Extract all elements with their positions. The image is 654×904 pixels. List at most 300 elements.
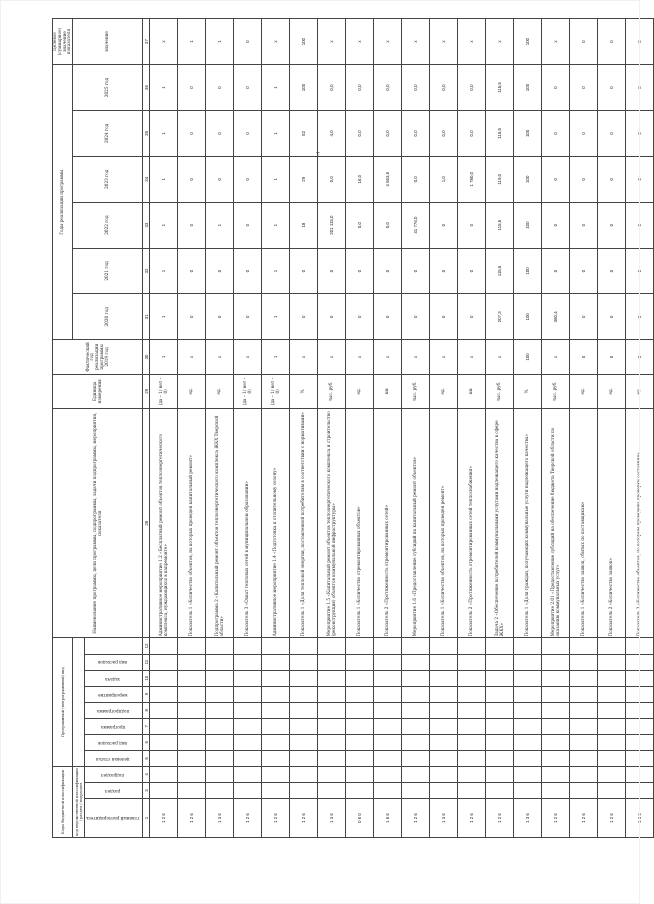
- code-cell: [458, 702, 486, 718]
- code-cell: [262, 782, 290, 798]
- row-unit: ед.: [346, 374, 374, 408]
- row-year-value: 201 115,0: [318, 202, 346, 248]
- row-year-value: 0: [206, 65, 234, 111]
- code-cell: [626, 782, 654, 798]
- row-fact: х: [430, 340, 458, 374]
- table-row: [290, 19, 318, 838]
- row-year-value: 0: [598, 65, 626, 111]
- row-year-value: 0: [318, 248, 346, 294]
- code-cell: [206, 654, 234, 670]
- code-cell: [486, 718, 514, 734]
- row-year-value: 1: [262, 65, 290, 111]
- code-cell: [430, 782, 458, 798]
- row-fact: х: [206, 340, 234, 374]
- row-fact: х: [318, 340, 346, 374]
- code-cell: [486, 766, 514, 782]
- row-year-value: 0: [402, 294, 430, 340]
- code-cell: [626, 638, 654, 654]
- row-fact: х: [542, 340, 570, 374]
- row-name: Мероприятие 2.01 «Предоставление субсидий на обеспечение бюджета Тверской области по оказанию коммунальных услуг»: [542, 409, 570, 638]
- code-cell: [570, 734, 598, 750]
- code-cell: [234, 718, 262, 734]
- row-name: Показатель 1 «Количество отремонтированных объектов»: [346, 409, 374, 638]
- code-cell: [626, 654, 654, 670]
- row-year-value: 0: [542, 65, 570, 111]
- code-cell: [178, 654, 206, 670]
- code-cell: [374, 686, 402, 702]
- row-fact: 0: [570, 340, 598, 374]
- column-number: 29: [143, 374, 150, 408]
- table-row: [234, 19, 262, 838]
- row-year-value: 0: [626, 294, 654, 340]
- code-cell: [150, 638, 178, 654]
- row-unit: тыс. руб.: [486, 374, 514, 408]
- code-cell: [178, 686, 206, 702]
- row-unit: км: [458, 374, 486, 408]
- row-final: х: [318, 19, 346, 65]
- row-year-value: 0,0: [346, 65, 374, 111]
- row-year-value: 0,0: [458, 110, 486, 156]
- column-number: 28: [143, 409, 150, 638]
- code-cell: [458, 782, 486, 798]
- code-cell: [402, 702, 430, 718]
- column-number: 37: [143, 19, 150, 65]
- row-year-value: 1: [206, 202, 234, 248]
- code-cell: [458, 766, 486, 782]
- code-cell: [542, 782, 570, 798]
- code-cell: [150, 654, 178, 670]
- row-fact: х: [346, 340, 374, 374]
- row-name: Мероприятие 1.6 «Предоставление субсидий на капитальный ремонт объектов»: [402, 409, 430, 638]
- row-year-value: 0: [542, 110, 570, 156]
- row-name: Показатель 1 «Количество заявок, сбитых по поставщикам»: [570, 409, 598, 638]
- code-cell: [318, 750, 346, 766]
- row-code: 1 3 6: [514, 799, 542, 838]
- code-cell: [262, 718, 290, 734]
- table-row: [626, 19, 654, 838]
- row-year-value: 1: [150, 294, 178, 340]
- column-number: 12: [143, 638, 150, 654]
- row-year-value: 0: [598, 294, 626, 340]
- row-name: Показатель 1 «Количество объектов, на которых проведен капитальный ремонт»: [178, 409, 206, 638]
- code-cell: [178, 782, 206, 798]
- code-cell: [206, 750, 234, 766]
- code-cell: [318, 638, 346, 654]
- code-cell: [262, 654, 290, 670]
- row-unit: (да – 1/ нет – 0): [234, 374, 262, 408]
- column-number: 31: [143, 294, 150, 340]
- row-fact: х: [178, 340, 206, 374]
- row-year-value: 0: [458, 294, 486, 340]
- code-cell: [514, 670, 542, 686]
- code-cell: [234, 654, 262, 670]
- table-row: [486, 19, 514, 838]
- code-cell: [374, 766, 402, 782]
- row-name: Подпрограмма 2 «Капитальный ремонт объектов теплоэнергетического комплекса ЖКХ Тверской области»: [206, 409, 234, 638]
- code-cell: [486, 702, 514, 718]
- code-cell: [318, 782, 346, 798]
- row-year-value: 0: [318, 294, 346, 340]
- row-final: х: [374, 19, 402, 65]
- code-cell: [150, 766, 178, 782]
- row-year-value: 0: [206, 156, 234, 202]
- column-number-row: [143, 19, 150, 838]
- row-year-value: 100: [514, 65, 542, 111]
- row-final: 1: [206, 19, 234, 65]
- row-name: Показатель 1 «Доля граждан, получающих коммунальные услуги надлежащего качества»: [514, 409, 542, 638]
- code-cell: [234, 734, 262, 750]
- code-cell: [486, 686, 514, 702]
- row-name: Административное мероприятие 1.4 «Подготовка к отопительному сезону»: [262, 409, 290, 638]
- row-fact: 0: [598, 340, 626, 374]
- row-year-value: 0: [626, 156, 654, 202]
- row-unit: ед.: [598, 374, 626, 408]
- row-year-value: 0: [598, 156, 626, 202]
- row-final: 0: [598, 19, 626, 65]
- year-header: 2025 год: [73, 65, 143, 111]
- row-year-value: 0: [178, 248, 206, 294]
- row-year-value: 0,0: [402, 65, 430, 111]
- code-sub-header: программа: [100, 724, 126, 730]
- row-unit: ед.: [430, 374, 458, 408]
- code-cell: [178, 766, 206, 782]
- row-final: х: [346, 19, 374, 65]
- row-year-value: 0: [374, 294, 402, 340]
- row-year-value: 0,0: [346, 110, 374, 156]
- table-row: [346, 19, 374, 838]
- row-year-value: 0: [178, 65, 206, 111]
- row-name: Показатель 2 «Количество заявок»: [598, 409, 626, 638]
- code-cell: [570, 702, 598, 718]
- row-year-value: 0: [234, 248, 262, 294]
- code-cell: [290, 686, 318, 702]
- row-year-value: 0: [402, 248, 430, 294]
- row-year-value: 1: [262, 156, 290, 202]
- row-code: 1 2 6: [486, 799, 514, 838]
- row-final: 0: [626, 19, 654, 65]
- table-row: [318, 19, 346, 838]
- code-sub-header: главный распорядитель: [86, 816, 140, 822]
- code-cell: [234, 702, 262, 718]
- row-code: 1 3 6: [206, 799, 234, 838]
- row-year-value: 115,5: [486, 110, 514, 156]
- table-body: [150, 19, 654, 838]
- row-code: 1 2 6: [570, 799, 598, 838]
- code-cell: [262, 734, 290, 750]
- row-fact: 100: [514, 340, 542, 374]
- column-number: 9: [143, 686, 150, 702]
- table-row: [598, 19, 626, 838]
- code-cell: [570, 670, 598, 686]
- row-fact: 1: [262, 340, 290, 374]
- row-year-value: 207,3: [486, 294, 514, 340]
- code-cell: [486, 638, 514, 654]
- code-cell: [542, 654, 570, 670]
- code-cell: [178, 638, 206, 654]
- row-year-value: 1: [150, 202, 178, 248]
- row-final: х: [402, 19, 430, 65]
- code-cell: [150, 782, 178, 798]
- row-year-value: 0: [570, 202, 598, 248]
- row-year-value: 0: [234, 110, 262, 156]
- year-header: 2021 год: [73, 248, 143, 294]
- row-year-value: 119,0: [486, 156, 514, 202]
- table-row: [178, 19, 206, 838]
- column-number: 4: [143, 766, 150, 782]
- code-cell: [178, 718, 206, 734]
- code-cell: [374, 718, 402, 734]
- row-name: Мероприятие 1.5 «Капитальный ремонт объектов теплоэнергетического комплекса и строительство (реконструкция) объектов коммунальной инфраструктуры»: [318, 409, 346, 638]
- code-cell: [542, 638, 570, 654]
- program-code-header: Программный (непрограммный) вид: [53, 638, 73, 766]
- code-cell: [626, 686, 654, 702]
- code-cell: [234, 782, 262, 798]
- code-cell: [318, 734, 346, 750]
- code-cell: [346, 638, 374, 654]
- row-name: Показатель 3 «Охват тепловых сетей в муниципальном образовании»: [234, 409, 262, 638]
- table-row: [374, 19, 402, 838]
- row-year-value: 0: [570, 110, 598, 156]
- row-year-value: 0: [458, 248, 486, 294]
- row-unit: (да – 1/ нет – 0): [262, 374, 290, 408]
- name-column-header: Наименование программы, цели программы, подпрограммы, задачи подпрограммы, мероприятия, показателя: [53, 409, 143, 638]
- row-unit: ед.: [570, 374, 598, 408]
- code-cell: [374, 734, 402, 750]
- code-cell: [514, 702, 542, 718]
- code-cell: [150, 702, 178, 718]
- code-cell: [346, 750, 374, 766]
- code-cell: [458, 750, 486, 766]
- row-name: Показатель 1 «Количество объектов, на которых проведен ремонт»: [430, 409, 458, 638]
- row-fact: х: [374, 340, 402, 374]
- code-cell: [598, 702, 626, 718]
- row-year-value: 115,5: [486, 248, 514, 294]
- row-code: 1 3 6: [318, 799, 346, 838]
- code-cell: [374, 702, 402, 718]
- code-cell: [542, 702, 570, 718]
- row-unit: ед.: [178, 374, 206, 408]
- code-cell: [514, 750, 542, 766]
- row-year-value: 0: [458, 202, 486, 248]
- code-cell: [402, 718, 430, 734]
- code-cell: [206, 686, 234, 702]
- row-code: 1 2 6: [262, 799, 290, 838]
- row-unit: ед.: [206, 374, 234, 408]
- row-code: 1 6 6: [374, 799, 402, 838]
- row-year-value: 0: [430, 294, 458, 340]
- row-unit: тыс. руб.: [402, 374, 430, 408]
- row-fact: х: [402, 340, 430, 374]
- row-year-value: 0: [234, 156, 262, 202]
- column-number: 7: [143, 718, 150, 734]
- code-sub-header: мероприятие: [98, 692, 128, 698]
- code-cell: [234, 686, 262, 702]
- column-number: 33: [143, 202, 150, 248]
- row-year-value: 0,0: [374, 110, 402, 156]
- code-cell: [290, 766, 318, 782]
- code-cell: [150, 686, 178, 702]
- code-cell: [262, 670, 290, 686]
- row-year-value: 4 663,5: [374, 156, 402, 202]
- code-cell: [486, 750, 514, 766]
- row-name: Показатель 2 «Протяженность отремонтированных сетей»: [374, 409, 402, 638]
- code-cell: [402, 654, 430, 670]
- code-sub-header: вид расходов: [98, 660, 128, 666]
- row-final: 0: [234, 19, 262, 65]
- code-cell: [318, 766, 346, 782]
- row-fact: 1: [150, 340, 178, 374]
- column-number: 5: [143, 750, 150, 766]
- column-number: 30: [143, 340, 150, 374]
- row-year-value: 0: [542, 202, 570, 248]
- row-unit: ед.: [626, 374, 654, 408]
- column-number: 10: [143, 670, 150, 686]
- row-year-value: 29: [290, 156, 318, 202]
- code-cell: [234, 638, 262, 654]
- fact-column-header: Фактический год реализации программы 2019 год: [53, 340, 143, 374]
- table-row: [206, 19, 234, 838]
- code-cell: [346, 654, 374, 670]
- table-row: [514, 19, 542, 838]
- row-year-value: 0: [570, 294, 598, 340]
- code-cell: [234, 750, 262, 766]
- code-cell: [542, 718, 570, 734]
- row-code: 1 2 6: [150, 799, 178, 838]
- row-name: Задача 2 «Обеспечение потребителей коммунальными услугами надлежащего качества в сфере ЖКХ»: [486, 409, 514, 638]
- code-cell: [150, 734, 178, 750]
- final-group-header: Целевое (суммарное) значение показателя: [53, 19, 73, 65]
- row-year-value: 0: [234, 202, 262, 248]
- column-number: 34: [143, 156, 150, 202]
- code-cell: [570, 782, 598, 798]
- code-cell: [178, 670, 206, 686]
- code-cell: [290, 734, 318, 750]
- row-unit: тыс. руб.: [318, 374, 346, 408]
- row-unit: %: [514, 374, 542, 408]
- row-year-value: 0: [290, 294, 318, 340]
- row-year-value: 1: [262, 110, 290, 156]
- row-year-value: 0: [570, 65, 598, 111]
- code-cell: [290, 750, 318, 766]
- row-final: х: [542, 19, 570, 65]
- row-year-value: 100: [514, 156, 542, 202]
- code-cell: [346, 718, 374, 734]
- table-row: [150, 19, 178, 838]
- table-row: [402, 19, 430, 838]
- code-cell: [570, 686, 598, 702]
- row-final: 1: [178, 19, 206, 65]
- row-year-value: 0,0: [374, 65, 402, 111]
- code-cell: [430, 766, 458, 782]
- code-cell: [458, 686, 486, 702]
- code-cell: [598, 782, 626, 798]
- row-year-value: 0: [626, 110, 654, 156]
- table-row: [542, 19, 570, 838]
- code-sub-header: подпрограмма: [96, 708, 130, 714]
- code-cell: [486, 734, 514, 750]
- row-year-value: 0: [626, 202, 654, 248]
- row-year-value: 0: [626, 248, 654, 294]
- row-year-value: 360,4: [542, 294, 570, 340]
- years-group-header: Годы реализации программы: [53, 65, 73, 340]
- row-year-value: 0: [178, 294, 206, 340]
- row-year-value: 0: [430, 248, 458, 294]
- code-cell: [598, 750, 626, 766]
- row-year-value: 0: [178, 110, 206, 156]
- column-number: 11: [143, 654, 150, 670]
- code-cell: [430, 702, 458, 718]
- code-cell: [402, 638, 430, 654]
- row-code: 1 2 6: [542, 799, 570, 838]
- row-code: 1 3 6: [430, 799, 458, 838]
- row-year-value: 0,0: [374, 202, 402, 248]
- code-sub-header: вид расходов: [98, 740, 128, 746]
- code-cell: [570, 766, 598, 782]
- code-cell: [346, 686, 374, 702]
- code-cell: [542, 766, 570, 782]
- row-code: 1 2 6: [458, 799, 486, 838]
- column-number: 32: [143, 248, 150, 294]
- code-sub-header: раздел: [105, 788, 121, 794]
- code-cell: [206, 702, 234, 718]
- code-cell: [514, 686, 542, 702]
- row-year-value: 0: [374, 248, 402, 294]
- row-name: Административное мероприятие 1.2 «Бесплатный ремонт объектов теплоэнергетического комплекса, нуждающихся в капремонте»: [150, 409, 178, 638]
- code-cell: [430, 686, 458, 702]
- table-row: [262, 19, 290, 838]
- row-fact: х: [234, 340, 262, 374]
- row-year-value: 0: [570, 248, 598, 294]
- row-year-value: 0: [598, 248, 626, 294]
- unit-column-header: Единица измерения: [53, 374, 143, 408]
- row-year-value: 100: [514, 202, 542, 248]
- code-block-header: Коды бюджетной классификации: [53, 766, 73, 837]
- row-year-value: 0: [598, 202, 626, 248]
- row-year-value: 0,0: [430, 65, 458, 111]
- code-cell: [598, 670, 626, 686]
- code-cell: [234, 766, 262, 782]
- row-year-value: 0,0: [402, 110, 430, 156]
- code-cell: [206, 766, 234, 782]
- row-year-value: 0: [346, 248, 374, 294]
- row-year-value: 0,0: [318, 156, 346, 202]
- row-unit: %: [290, 374, 318, 408]
- code-cell: [206, 670, 234, 686]
- code-cell: [206, 734, 234, 750]
- row-code: 1 2 6: [402, 799, 430, 838]
- row-year-value: 18: [290, 202, 318, 248]
- row-year-value: 115,5: [486, 65, 514, 111]
- row-year-value: 0: [430, 202, 458, 248]
- code-cell: [374, 750, 402, 766]
- code-sub-header: целевая статья: [96, 756, 130, 762]
- row-name: Показатель 3 «Количество объектов, по которым проведены проверки состояния»: [626, 409, 654, 638]
- code-cell: [402, 686, 430, 702]
- code-cell: [542, 734, 570, 750]
- code-cell: [262, 750, 290, 766]
- code-cell: [514, 718, 542, 734]
- code-cell: [374, 638, 402, 654]
- code-cell: [178, 702, 206, 718]
- row-year-value: 52: [290, 110, 318, 156]
- code-cell: [458, 734, 486, 750]
- code-cell: [290, 702, 318, 718]
- row-year-value: 16,0: [346, 156, 374, 202]
- row-code: 1 2 6: [290, 799, 318, 838]
- code-cell: [346, 702, 374, 718]
- row-year-value: 0,0: [346, 202, 374, 248]
- row-year-value: 115,5: [486, 202, 514, 248]
